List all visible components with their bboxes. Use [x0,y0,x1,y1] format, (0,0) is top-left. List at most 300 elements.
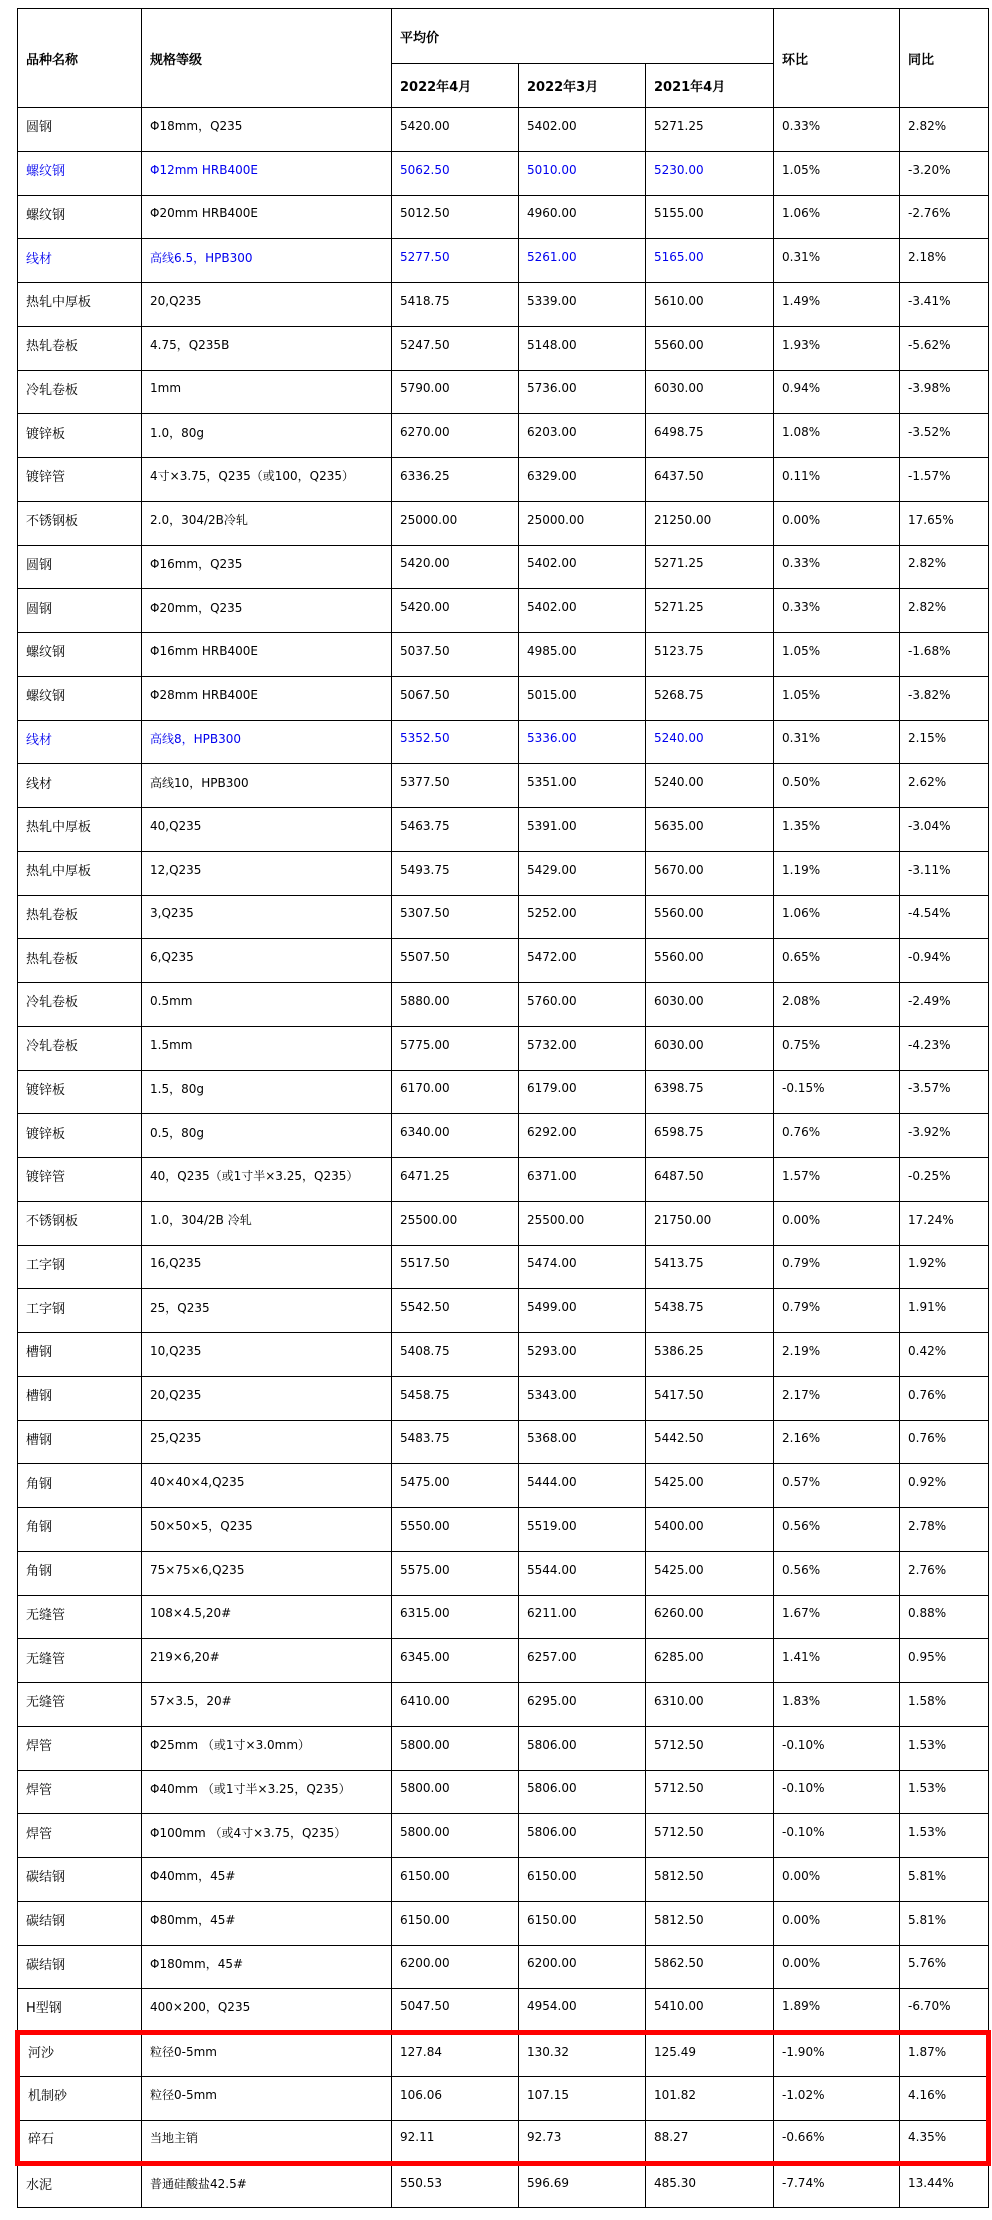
product-name-cell: 不锈钢板 [18,1201,142,1245]
price-2021-04-cell: 5417.50 [646,1376,774,1420]
price-2021-04-cell: 5413.75 [646,1245,774,1289]
product-name-cell: 圆钢 [18,545,142,589]
price-2022-04-cell: 6336.25 [392,458,519,502]
price-2021-04-cell: 5165.00 [646,239,774,283]
yoy-cell: -3.98% [900,370,989,414]
yoy-cell: -6.70% [900,1989,989,2033]
price-2021-04-cell: 5812.50 [646,1858,774,1902]
price-2021-04-cell: 5425.00 [646,1551,774,1595]
yoy-cell: 2.82% [900,108,989,152]
column-header-2022-04: 2022年4月 [392,64,519,108]
spec-grade-cell: Φ100mm （或4寸×3.75，Q235） [142,1814,392,1858]
price-2022-04-cell: 25000.00 [392,501,519,545]
price-2022-03-cell: 92.73 [519,2120,646,2164]
yoy-cell: 1.87% [900,2033,989,2077]
yoy-cell: -5.62% [900,326,989,370]
table-row [18,1376,989,1420]
table-row [18,720,989,764]
product-name-cell: 工字钢 [18,1289,142,1333]
price-2021-04-cell: 6285.00 [646,1639,774,1683]
product-name-cell: 热轧中厚板 [18,851,142,895]
spec-grade-cell: 高线8，HPB300 [142,720,392,764]
yoy-cell: -2.49% [900,983,989,1027]
mom-cell: 0.33% [774,108,900,152]
price-2022-04-cell: 5420.00 [392,108,519,152]
price-2022-03-cell: 6150.00 [519,1858,646,1902]
spec-grade-cell: 高线10，HPB300 [142,764,392,808]
spec-grade-cell: 10,Q235 [142,1333,392,1377]
mom-cell: 1.89% [774,1989,900,2033]
price-2022-03-cell: 6371.00 [519,1158,646,1202]
price-table-container [15,8,991,2208]
price-2022-04-cell: 5047.50 [392,1989,519,2033]
yoy-cell: 1.53% [900,1770,989,1814]
price-2022-04-cell: 5542.50 [392,1289,519,1333]
yoy-cell: 4.35% [900,2120,989,2164]
spec-grade-cell: 40×40×4,Q235 [142,1464,392,1508]
price-2021-04-cell: 5425.00 [646,1464,774,1508]
yoy-cell: -3.57% [900,1070,989,1114]
product-name-cell: 螺纹钢 [18,633,142,677]
mom-cell: 1.57% [774,1158,900,1202]
spec-grade-cell: Φ16mm，Q235 [142,545,392,589]
price-2022-03-cell: 6257.00 [519,1639,646,1683]
column-header-2022-03: 2022年3月 [519,64,646,108]
price-2022-03-cell: 25500.00 [519,1201,646,1245]
price-2021-04-cell: 5230.00 [646,151,774,195]
price-2022-03-cell: 6200.00 [519,1945,646,1989]
spec-grade-cell: 108×4.5,20# [142,1595,392,1639]
mom-cell: 1.06% [774,195,900,239]
product-name-cell: 镀锌板 [18,1114,142,1158]
yoy-cell: -3.52% [900,414,989,458]
spec-grade-cell: 12,Q235 [142,851,392,895]
mom-cell: 0.75% [774,1026,900,1070]
price-2021-04-cell: 5386.25 [646,1333,774,1377]
product-name-cell: 圆钢 [18,589,142,633]
table-row [18,108,989,152]
yoy-cell: 2.76% [900,1551,989,1595]
table-row [18,1770,989,1814]
price-table [15,8,991,2208]
price-2022-04-cell: 5880.00 [392,983,519,1027]
product-name-cell: 冷轧卷板 [18,983,142,1027]
spec-grade-cell: 粒径0-5mm [142,2076,392,2120]
price-2022-04-cell: 6315.00 [392,1595,519,1639]
spec-grade-cell: 400×200，Q235 [142,1989,392,2033]
price-2022-03-cell: 4985.00 [519,633,646,677]
yoy-cell: -3.11% [900,851,989,895]
yoy-cell: -0.94% [900,939,989,983]
spec-grade-cell: Φ20mm HRB400E [142,195,392,239]
price-2022-04-cell: 5475.00 [392,1464,519,1508]
product-name-cell: 热轧中厚板 [18,808,142,852]
price-2021-04-cell: 88.27 [646,2120,774,2164]
yoy-cell: -3.92% [900,1114,989,1158]
spec-grade-cell: 6,Q235 [142,939,392,983]
mom-cell: 0.50% [774,764,900,808]
price-2021-04-cell: 5862.50 [646,1945,774,1989]
price-2021-04-cell: 5268.75 [646,676,774,720]
price-2022-04-cell: 5550.00 [392,1508,519,1552]
mom-cell: 0.00% [774,1945,900,1989]
product-name-cell: 碳结钢 [18,1901,142,1945]
spec-grade-cell: 25,Q235 [142,1420,392,1464]
price-2022-04-cell: 5420.00 [392,545,519,589]
price-2021-04-cell: 5442.50 [646,1420,774,1464]
table-row [18,326,989,370]
yoy-cell: -3.04% [900,808,989,852]
price-2022-03-cell: 5339.00 [519,283,646,327]
table-row [18,2076,989,2120]
table-row [18,545,989,589]
spec-grade-cell: 普通硅酸盐42.5# [142,2164,392,2208]
price-2022-03-cell: 5499.00 [519,1289,646,1333]
price-2021-04-cell: 5271.25 [646,108,774,152]
spec-grade-cell: Φ180mm，45# [142,1945,392,1989]
mom-cell: 0.79% [774,1245,900,1289]
price-2022-04-cell: 25500.00 [392,1201,519,1245]
spec-grade-cell: 1.0，304/2B 冷轧 [142,1201,392,1245]
price-2021-04-cell: 5271.25 [646,545,774,589]
price-2022-04-cell: 5493.75 [392,851,519,895]
price-2021-04-cell: 5271.25 [646,589,774,633]
price-2022-03-cell: 25000.00 [519,501,646,545]
table-row [18,1551,989,1595]
price-2021-04-cell: 5560.00 [646,326,774,370]
price-2022-03-cell: 5544.00 [519,1551,646,1595]
product-name-cell: 工字钢 [18,1245,142,1289]
product-name-cell: 圆钢 [18,108,142,152]
product-name-cell: 镀锌管 [18,1158,142,1202]
yoy-cell: 5.81% [900,1858,989,1902]
price-2022-03-cell: 5760.00 [519,983,646,1027]
yoy-cell: 13.44% [900,2164,989,2208]
product-name-cell: 镀锌管 [18,458,142,502]
spec-grade-cell: Φ16mm HRB400E [142,633,392,677]
spec-grade-cell: 0.5mm [142,983,392,1027]
mom-cell: 0.00% [774,1901,900,1945]
price-2021-04-cell: 5438.75 [646,1289,774,1333]
yoy-cell: 2.18% [900,239,989,283]
table-row [18,1639,989,1683]
spec-grade-cell: 粒径0-5mm [142,2033,392,2077]
mom-cell: -1.90% [774,2033,900,2077]
price-2022-03-cell: 5402.00 [519,108,646,152]
mom-cell: 2.08% [774,983,900,1027]
mom-cell: -0.66% [774,2120,900,2164]
mom-cell: -0.10% [774,1814,900,1858]
price-2022-04-cell: 5037.50 [392,633,519,677]
table-row [18,1814,989,1858]
yoy-cell: 17.65% [900,501,989,545]
spec-grade-cell: 当地主销 [142,2120,392,2164]
price-2022-04-cell: 5463.75 [392,808,519,852]
price-2022-03-cell: 5368.00 [519,1420,646,1464]
spec-grade-cell: Φ20mm，Q235 [142,589,392,633]
table-row [18,895,989,939]
mom-cell: -0.15% [774,1070,900,1114]
yoy-cell: 0.76% [900,1420,989,1464]
yoy-cell: 2.15% [900,720,989,764]
price-2022-03-cell: 4960.00 [519,195,646,239]
price-2022-04-cell: 6471.25 [392,1158,519,1202]
price-2022-03-cell: 5148.00 [519,326,646,370]
mom-cell: 2.17% [774,1376,900,1420]
product-name-cell: 热轧卷板 [18,939,142,983]
spec-grade-cell: 1.5，80g [142,1070,392,1114]
yoy-cell: -4.23% [900,1026,989,1070]
mom-cell: 1.67% [774,1595,900,1639]
table-header [18,9,989,108]
column-header-spec-grade: 规格等级 [142,9,392,108]
price-2022-04-cell: 127.84 [392,2033,519,2077]
price-2022-03-cell: 5336.00 [519,720,646,764]
product-name-cell: 镀锌板 [18,1070,142,1114]
table-row [18,2120,989,2164]
table-row [18,589,989,633]
price-2022-04-cell: 5483.75 [392,1420,519,1464]
price-2022-03-cell: 5402.00 [519,545,646,589]
price-2022-04-cell: 5277.50 [392,239,519,283]
mom-cell: 1.35% [774,808,900,852]
yoy-cell: 5.81% [900,1901,989,1945]
spec-grade-cell: Φ28mm HRB400E [142,676,392,720]
column-header-average-price: 平均价 [392,9,774,64]
spec-grade-cell: 2.0，304/2B冷轧 [142,501,392,545]
price-2021-04-cell: 5712.50 [646,1770,774,1814]
price-2021-04-cell: 5400.00 [646,1508,774,1552]
yoy-cell: 17.24% [900,1201,989,1245]
price-2022-04-cell: 5790.00 [392,370,519,414]
spec-grade-cell: 57×3.5，20# [142,1683,392,1727]
mom-cell: 1.19% [774,851,900,895]
product-name-cell: 冷轧卷板 [18,370,142,414]
product-name-cell: 槽钢 [18,1376,142,1420]
table-row [18,1026,989,1070]
mom-cell: -7.74% [774,2164,900,2208]
price-2022-04-cell: 5800.00 [392,1726,519,1770]
price-2022-03-cell: 5806.00 [519,1726,646,1770]
mom-cell: 2.19% [774,1333,900,1377]
price-2022-03-cell: 5474.00 [519,1245,646,1289]
price-2022-04-cell: 5420.00 [392,589,519,633]
price-2022-04-cell: 92.11 [392,2120,519,2164]
mom-cell: 0.11% [774,458,900,502]
column-header-product-name: 品种名称 [18,9,142,108]
table-row [18,1989,989,2033]
price-2021-04-cell: 6030.00 [646,1026,774,1070]
yoy-cell: 5.76% [900,1945,989,1989]
price-2022-04-cell: 5517.50 [392,1245,519,1289]
table-row [18,501,989,545]
product-name-cell: 角钢 [18,1464,142,1508]
table-row [18,808,989,852]
table-row [18,939,989,983]
spec-grade-cell: 16,Q235 [142,1245,392,1289]
table-row [18,1289,989,1333]
price-2022-04-cell: 5307.50 [392,895,519,939]
product-name-cell: 槽钢 [18,1333,142,1377]
mom-cell: 0.57% [774,1464,900,1508]
price-2021-04-cell: 5712.50 [646,1726,774,1770]
spec-grade-cell: 3,Q235 [142,895,392,939]
spec-grade-cell: 1.5mm [142,1026,392,1070]
price-2022-03-cell: 5732.00 [519,1026,646,1070]
price-2021-04-cell: 5240.00 [646,720,774,764]
price-2022-04-cell: 6170.00 [392,1070,519,1114]
price-2022-04-cell: 5575.00 [392,1551,519,1595]
spec-grade-cell: 40,Q235 [142,808,392,852]
yoy-cell: -1.68% [900,633,989,677]
price-2022-03-cell: 5444.00 [519,1464,646,1508]
table-body-after-highlight [18,2164,989,2208]
price-2022-03-cell: 5402.00 [519,589,646,633]
yoy-cell: 0.92% [900,1464,989,1508]
product-name-cell: 角钢 [18,1508,142,1552]
table-row [18,633,989,677]
spec-grade-cell: 50×50×5，Q235 [142,1508,392,1552]
price-2022-04-cell: 6345.00 [392,1639,519,1683]
spec-grade-cell: Φ12mm HRB400E [142,151,392,195]
mom-cell: -1.02% [774,2076,900,2120]
price-2022-04-cell: 6270.00 [392,414,519,458]
price-2022-03-cell: 6203.00 [519,414,646,458]
mom-cell: 1.93% [774,326,900,370]
price-2021-04-cell: 6310.00 [646,1683,774,1727]
price-2022-03-cell: 5806.00 [519,1770,646,1814]
column-header-2021-04: 2021年4月 [646,64,774,108]
spec-grade-cell: 高线6.5，HPB300 [142,239,392,283]
yoy-cell: 0.95% [900,1639,989,1683]
yoy-cell: 2.82% [900,589,989,633]
yoy-cell: -0.25% [900,1158,989,1202]
product-name-cell: 螺纹钢 [18,195,142,239]
yoy-cell: -2.76% [900,195,989,239]
table-row [18,283,989,327]
price-2022-03-cell: 5391.00 [519,808,646,852]
mom-cell: 0.31% [774,239,900,283]
product-name-cell: 无缝管 [18,1639,142,1683]
mom-cell: 0.33% [774,589,900,633]
mom-cell: 0.65% [774,939,900,983]
yoy-cell: 2.82% [900,545,989,589]
price-2021-04-cell: 5712.50 [646,1814,774,1858]
product-name-cell: 热轧中厚板 [18,283,142,327]
product-name-cell: 冷轧卷板 [18,1026,142,1070]
spec-grade-cell: Φ40mm （或1寸半×3.25，Q235） [142,1770,392,1814]
spec-grade-cell: 1.0，80g [142,414,392,458]
price-2022-03-cell: 6292.00 [519,1114,646,1158]
price-2021-04-cell: 6260.00 [646,1595,774,1639]
mom-cell: -0.10% [774,1726,900,1770]
table-row [18,1070,989,1114]
spec-grade-cell: Φ25mm （或1寸×3.0mm） [142,1726,392,1770]
mom-cell: 1.08% [774,414,900,458]
product-name-cell: H型钢 [18,1989,142,2033]
price-2022-03-cell: 6329.00 [519,458,646,502]
yoy-cell: -4.54% [900,895,989,939]
spec-grade-cell: 4.75，Q235B [142,326,392,370]
mom-cell: 1.05% [774,633,900,677]
mom-cell: 0.00% [774,501,900,545]
price-2022-04-cell: 5408.75 [392,1333,519,1377]
price-2021-04-cell: 5410.00 [646,1989,774,2033]
price-2022-03-cell: 5519.00 [519,1508,646,1552]
yoy-cell: 1.92% [900,1245,989,1289]
yoy-cell: 1.58% [900,1683,989,1727]
spec-grade-cell: 20,Q235 [142,1376,392,1420]
price-2021-04-cell: 6030.00 [646,370,774,414]
price-2022-03-cell: 5472.00 [519,939,646,983]
mom-cell: 0.31% [774,720,900,764]
table-row [18,370,989,414]
table-row [18,1464,989,1508]
table-row [18,1683,989,1727]
price-2022-03-cell: 6295.00 [519,1683,646,1727]
yoy-cell: 4.16% [900,2076,989,2120]
mom-cell: 0.56% [774,1508,900,1552]
yoy-cell: -3.82% [900,676,989,720]
yoy-cell: -1.57% [900,458,989,502]
product-name-cell: 无缝管 [18,1595,142,1639]
price-2022-03-cell: 596.69 [519,2164,646,2208]
product-name-cell: 水泥 [18,2164,142,2208]
mom-cell: 0.00% [774,1201,900,1245]
price-2021-04-cell: 101.82 [646,2076,774,2120]
price-2022-04-cell: 6340.00 [392,1114,519,1158]
price-2021-04-cell: 6030.00 [646,983,774,1027]
spec-grade-cell: 25，Q235 [142,1289,392,1333]
table-row [18,458,989,502]
table-row [18,1595,989,1639]
table-row [18,1726,989,1770]
spec-grade-cell: Φ40mm，45# [142,1858,392,1902]
price-2021-04-cell: 21750.00 [646,1201,774,1245]
yoy-cell: 0.88% [900,1595,989,1639]
table-row [18,1945,989,1989]
table-row [18,676,989,720]
price-2022-04-cell: 6150.00 [392,1858,519,1902]
product-name-cell: 镀锌板 [18,414,142,458]
price-2021-04-cell: 5240.00 [646,764,774,808]
price-2022-03-cell: 107.15 [519,2076,646,2120]
price-2021-04-cell: 6498.75 [646,414,774,458]
product-name-cell: 槽钢 [18,1420,142,1464]
product-name-cell: 螺纹钢 [18,151,142,195]
price-2022-03-cell: 5351.00 [519,764,646,808]
product-name-cell: 焊管 [18,1770,142,1814]
price-2021-04-cell: 5812.50 [646,1901,774,1945]
table-row [18,1201,989,1245]
table-row [18,851,989,895]
yoy-cell: -3.41% [900,283,989,327]
spec-grade-cell: 75×75×6,Q235 [142,1551,392,1595]
price-2021-04-cell: 5560.00 [646,895,774,939]
price-2022-04-cell: 6150.00 [392,1901,519,1945]
product-name-cell: 线材 [18,764,142,808]
price-2022-04-cell: 5012.50 [392,195,519,239]
price-2022-04-cell: 5800.00 [392,1814,519,1858]
table-row [18,1114,989,1158]
price-2021-04-cell: 6598.75 [646,1114,774,1158]
table-row [18,764,989,808]
yoy-cell: 0.42% [900,1333,989,1377]
table-row [18,195,989,239]
price-2021-04-cell: 21250.00 [646,501,774,545]
product-name-cell: 热轧卷板 [18,895,142,939]
mom-cell: 1.49% [774,283,900,327]
